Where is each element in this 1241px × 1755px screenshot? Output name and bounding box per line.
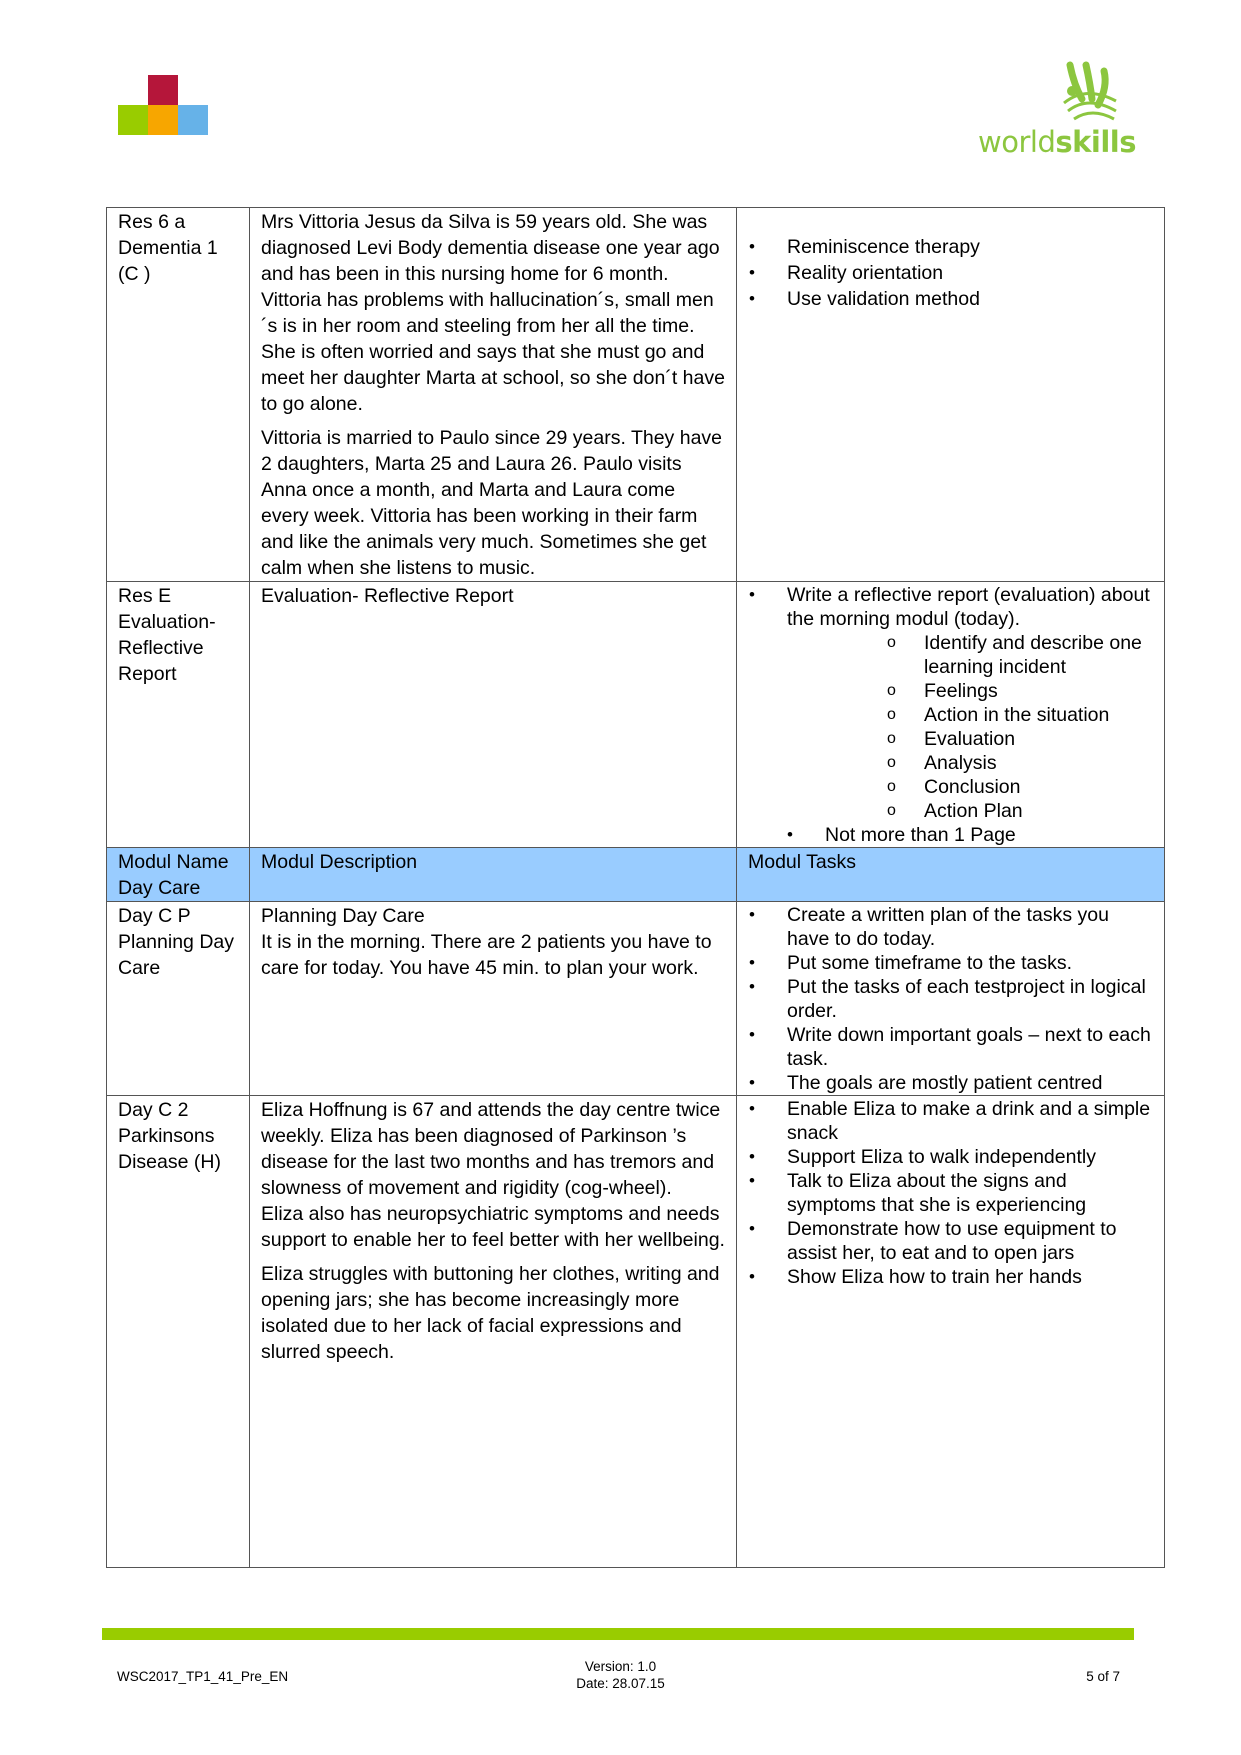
- list-item: • Talk to Eliza about the signs and symptoms that she is experiencing: [748, 1169, 1153, 1217]
- task-list: [748, 903, 1153, 1095]
- table-row: [107, 1096, 1165, 1568]
- description-title: Planning Day Care: [261, 905, 425, 927]
- table-row: [107, 902, 1165, 1096]
- list-item: • Put some timeframe to the tasks.: [748, 951, 1153, 975]
- description-paragraph: Eliza also has neuropsychiatric symptoms and needs support to enable her to feel better with her wellbeing.: [261, 1203, 725, 1251]
- description-paragraph: Eliza struggles with buttoning her clothes, writing and opening jars; she has become increasingly more isolated due to her lack of facial expressions and slurred speech.: [261, 1263, 720, 1363]
- table-row: [107, 582, 1165, 848]
- logo-word-skills: skills: [1055, 125, 1136, 159]
- list-item: o Feelings: [887, 679, 1153, 703]
- list-item: • Demonstrate how to use equipment to assist her, to eat and to open jars: [748, 1217, 1153, 1265]
- module-tasks: [737, 208, 1165, 582]
- list-item: o Evaluation: [887, 727, 1153, 751]
- list-item: o Identify and describe one learning incident: [887, 631, 1153, 679]
- page-number: 5 of 7: [1086, 1669, 1120, 1684]
- list-item: • Use validation method: [748, 286, 1153, 312]
- module-code: Res 6 a Dementia 1 (C ): [107, 208, 250, 582]
- document-id: WSC2017_TP1_41_Pre_EN: [117, 1669, 289, 1684]
- logo-word-world: world: [978, 125, 1056, 159]
- logo-square-orange: [148, 105, 178, 135]
- module-tasks: [737, 902, 1165, 1096]
- header-module-tasks: Modul Tasks: [737, 848, 1165, 902]
- version-label: Version: 1.0: [584, 1659, 657, 1674]
- worldskills-wordmark: [978, 125, 1136, 159]
- list-item: • Write down important goals – next to each task.: [748, 1023, 1153, 1071]
- subtask-list: [787, 631, 1153, 823]
- module-tasks: [737, 582, 1165, 848]
- table-row: [107, 208, 1165, 582]
- organization-logo: [118, 75, 210, 135]
- description-paragraph: Mrs Vittoria Jesus da Silva is 59 years old. She was diagnosed Levi Body dementia disease one year ago and has been in this nursing home for 6 month. Vittoria has problems with hallucination´s, small men´s is in her room and steeling from her all the time. She is often worried and says that she must go and meet her daughter Marta at school, so she don´t have to go alone.: [261, 211, 725, 415]
- module-description: [250, 208, 737, 582]
- list-item: • Not more than 1 Page: [786, 823, 1153, 847]
- list-item: o Action Plan: [887, 799, 1153, 823]
- list-item: • Support Eliza to walk independently: [748, 1145, 1153, 1169]
- module-code: Day C P Planning Day Care: [107, 902, 250, 1096]
- worldskills-logo: [978, 55, 1138, 160]
- list-item: • Reminiscence therapy: [748, 234, 1153, 260]
- description-paragraph: Vittoria is married to Paulo since 29 years. They have 2 daughters, Marta 25 and Laura 26. Paulo visits Anna once a month, and Marta and Laura come every week. Vittoria has been working in their farm and like the animals very much. Sometimes she get calm when she listens to music.: [261, 427, 723, 579]
- module-code: Day C 2 Parkinsons Disease (H): [107, 1096, 250, 1568]
- description-paragraph: Eliza Hoffnung is 67 and attends the day centre twice weekly. Eliza has been diagnosed of Parkinson ’s disease for the last two months and has tremors and slowness of movement and rigidity (cog-wheel).: [261, 1099, 721, 1199]
- module-description: Evaluation- Reflective Report: [250, 582, 737, 848]
- date-label: Date: 28.07.15: [576, 1676, 665, 1691]
- list-item: • Create a written plan of the tasks you have to do today.: [748, 903, 1153, 951]
- list-item: • Reality orientation: [748, 260, 1153, 286]
- module-table: [106, 207, 1165, 1568]
- task-list: [748, 1097, 1153, 1289]
- task-list: [748, 823, 1153, 847]
- worldskills-emblem-icon: [978, 55, 1138, 130]
- logo-square-blue: [178, 105, 208, 135]
- list-item: • Enable Eliza to make a drink and a simple snack: [748, 1097, 1153, 1145]
- list-item: • Show Eliza how to train her hands: [748, 1265, 1153, 1289]
- header-module-description: Modul Description: [250, 848, 737, 902]
- logo-square-green: [118, 105, 148, 135]
- task-list: [748, 583, 1153, 823]
- description-paragraph: It is in the morning. There are 2 patients you have to care for today. You have 45 min. to plan your work.: [261, 931, 712, 979]
- module-description: [250, 1096, 737, 1568]
- list-item: o Action in the situation: [887, 703, 1153, 727]
- module-description: [250, 902, 737, 1096]
- task-list: [748, 234, 1153, 312]
- module-tasks: [737, 1096, 1165, 1568]
- version-info: [0, 1658, 1241, 1692]
- header-module-name: Modul Name Day Care: [107, 848, 250, 902]
- list-item: • The goals are mostly patient centred: [748, 1071, 1153, 1095]
- footer-divider: [102, 1628, 1134, 1640]
- logo-square-red: [148, 75, 178, 105]
- list-item: o Conclusion: [887, 775, 1153, 799]
- module-code: Res E Evaluation-Reflective Report: [107, 582, 250, 848]
- list-item: • Write a reflective report (evaluation) about the morning modul (today). o Identify and describe one learning incident o Feelings o Action in the situation o Evaluation o Analysis o Conclusion o Action Plan: [748, 583, 1153, 823]
- list-item: • Put the tasks of each testproject in logical order.: [748, 975, 1153, 1023]
- list-item: o Analysis: [887, 751, 1153, 775]
- table-header-row: [107, 848, 1165, 902]
